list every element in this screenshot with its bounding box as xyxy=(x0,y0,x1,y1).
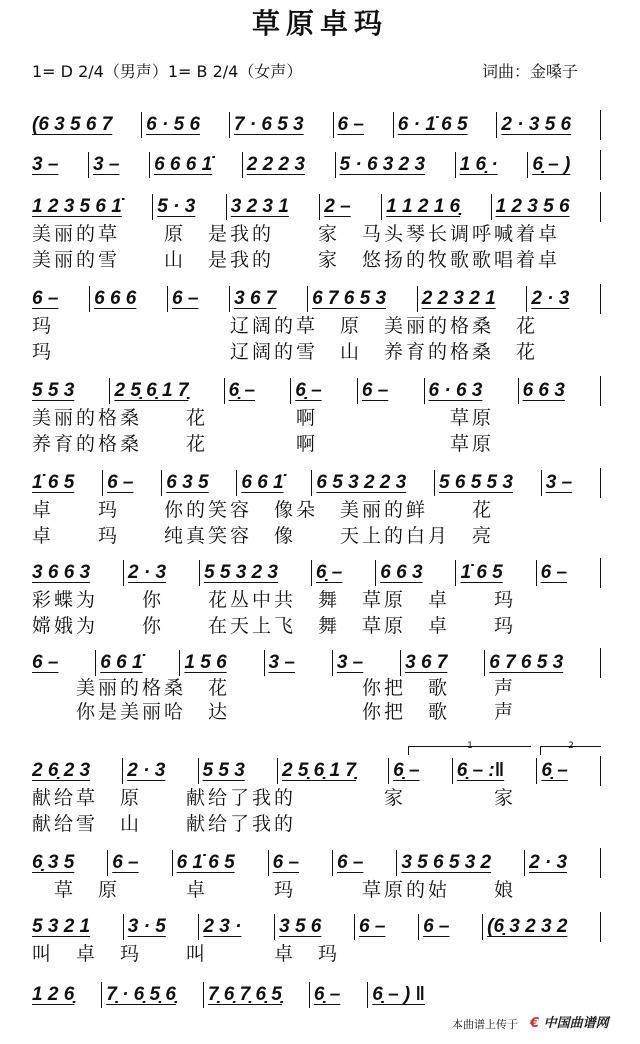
measure: 6 7 6 5 3 xyxy=(484,650,600,676)
measure: 3 5 6 5 3 2 xyxy=(396,850,524,876)
measure: 2 2 3 2 1 xyxy=(417,286,527,312)
measure: 1 2 3 5 6 xyxy=(491,194,600,220)
measure: 6 1̇ 6 5 xyxy=(172,850,268,876)
key-signature: 1= D 2/4（男声）1= B 2/4（女声） xyxy=(32,62,303,81)
staff-row xyxy=(32,980,452,1010)
measure: 6̣ – xyxy=(388,758,452,784)
measure: 2 5̣ 6̣ 1 7̣ xyxy=(109,378,223,404)
measure: 2 · 3 xyxy=(524,850,600,876)
lyric-line: 美丽的格桑 花 你把 歌 声 xyxy=(32,677,517,699)
measure: 5 5 3 2 3 xyxy=(199,560,311,586)
measure: 6̣ – xyxy=(309,982,367,1008)
lyric-line: 养育的格桑 花 啊 草原 xyxy=(32,433,495,455)
measure: 1̇ 6 5 xyxy=(32,472,75,493)
measure: 3 · 5 xyxy=(123,914,199,940)
volta-bracket xyxy=(408,741,531,755)
measure: 5 5 3 xyxy=(198,758,277,784)
measure: 2 3 · xyxy=(198,914,274,940)
upload-note: 本曲谱上传于 xyxy=(452,1018,518,1031)
staff-row xyxy=(32,376,601,406)
measure: 6 – xyxy=(332,850,396,876)
measure: 5 3 2 1 xyxy=(32,916,91,937)
measure: 6̣ – ) ‖ xyxy=(367,982,452,1008)
measure: 3 5 6 xyxy=(274,914,354,940)
measure: 6 – xyxy=(354,914,418,940)
measure: 6̣ 3 5 xyxy=(32,852,75,873)
measure: 2 5̣ 6̣ 1 7̣ xyxy=(277,758,388,784)
measure: 2 · 3 5 6 xyxy=(496,112,600,138)
measure: 3 6 7 xyxy=(400,650,484,676)
measure: 5 · 3 xyxy=(152,194,225,220)
measure: 1 2 6̣ xyxy=(32,984,75,1005)
lyric-line: 你是美丽哈 达 你把 歌 声 xyxy=(32,701,517,723)
measure: 6̣ – xyxy=(290,378,357,404)
staff-row xyxy=(32,468,601,498)
measure: 6 – xyxy=(32,652,59,673)
measure: 6 – xyxy=(357,378,424,404)
measure: 3 6 6 3 xyxy=(32,562,91,583)
volta-number: 2 xyxy=(568,741,574,751)
staff-row xyxy=(32,150,601,180)
staff-row xyxy=(32,558,601,588)
lyric-line: 草 原 卓 玛 草原的姑 娘 xyxy=(32,879,517,901)
measure: 6̣ – xyxy=(311,560,375,586)
measure: 1 2 3 5 6 1̇ xyxy=(32,196,122,217)
measure: 1 6̣ · xyxy=(455,152,528,178)
measure: 6 6 1̇ xyxy=(236,470,311,496)
measure: 6 – xyxy=(167,286,229,312)
measure: 2 – xyxy=(319,194,381,220)
measure: 3 – xyxy=(88,152,149,178)
measure: 3 – xyxy=(264,650,332,676)
lyric-line: 卓 玛 纯真笑容 像 天上的白月 亮 xyxy=(32,525,495,547)
volta-number: 1 xyxy=(467,741,473,751)
song-title: 草原卓玛 xyxy=(251,7,388,40)
measure: 5 6 5 5 3 xyxy=(434,470,541,496)
staff-row xyxy=(32,110,601,140)
measure: 6 – xyxy=(536,560,600,586)
lyric-line: 玛 辽阔的草 原 美丽的格桑 花 xyxy=(32,315,539,337)
composer-credit: 词曲：金嗓子 xyxy=(482,62,579,81)
measure: 5 · 6 3 2 3 xyxy=(335,152,455,178)
measure: 6 6 6 1̇ xyxy=(149,152,242,178)
measure: 6 6 6 xyxy=(89,286,167,312)
measure: 6 3 5 xyxy=(161,470,236,496)
lyric-line: 献给雪 山 献给了我的 xyxy=(32,813,297,835)
measure: 3 6 7 xyxy=(229,286,307,312)
measure: 6 · 6 3 xyxy=(424,378,518,404)
lyric-line: 卓 玛 你的笑容 像朵 美丽的鲜 花 xyxy=(32,499,495,521)
measure: 1 1 2 1 6̣ xyxy=(381,194,490,220)
volta-bracket xyxy=(540,741,601,755)
measure: (6̣ 3 2 3 2 xyxy=(482,914,600,940)
measure: 5 5 3 xyxy=(32,380,75,401)
staff-row xyxy=(32,848,601,878)
measure: 6 – xyxy=(102,470,161,496)
lyric-line: 彩蝶为 你 花丛中共 舞 草原 卓 玛 xyxy=(32,589,517,611)
lyric-line: 嫦娥为 你 在天上飞 舞 草原 卓 玛 xyxy=(32,615,517,637)
measure: 6̣ – :‖ xyxy=(452,758,537,784)
lyric-line: 叫 卓 玛 叫 卓 玛 xyxy=(32,943,341,965)
measure: 2 6̣ 2 3 xyxy=(32,760,91,781)
site-logo: € 中国曲谱网 xyxy=(530,1016,609,1031)
logo-icon: € xyxy=(530,1016,540,1031)
measure: 6 – xyxy=(418,914,482,940)
measure: 6 – xyxy=(32,288,59,309)
measure: 1̇ 6 5 xyxy=(455,560,535,586)
measure: 6 – xyxy=(107,850,171,876)
lyric-line: 美丽的格桑 花 啊 草原 xyxy=(32,407,495,429)
measure: 6 · 5 6 xyxy=(141,112,229,138)
staff-row xyxy=(32,192,601,222)
measure: 2 2 2 3 xyxy=(242,152,335,178)
measure: 6̣ – xyxy=(536,758,600,784)
measure: 2 · 3 xyxy=(123,560,199,586)
measure: 6 6 1̇ xyxy=(95,650,179,676)
lyric-line: 玛 辽阔的雪 山 养育的格桑 花 xyxy=(32,341,539,363)
measure: 6 5 3 2 2 3 xyxy=(311,470,434,496)
measure: 3 – xyxy=(32,154,59,175)
measure: 1 5 6 xyxy=(179,650,263,676)
measure: 2 · 3 xyxy=(122,758,197,784)
staff-row xyxy=(32,284,601,314)
staff-row xyxy=(32,756,601,786)
lyric-line: 美丽的草 原 是我的 家 马头琴长调呼喊着卓 xyxy=(32,223,561,245)
measure: 6 6 3 xyxy=(518,378,600,404)
measure: 7 · 6 5 3 xyxy=(229,112,333,138)
lyric-line: 美丽的雪 山 是我的 家 悠扬的牧歌歌唱着卓 xyxy=(32,249,561,271)
measure: 6 6 3 xyxy=(375,560,455,586)
measure: 3 – xyxy=(332,650,400,676)
measure: 3 – xyxy=(541,470,600,496)
measure: 6 – xyxy=(333,112,393,138)
measure: 7̣ · 6̣ 5̣ 6̣ xyxy=(101,982,203,1008)
measure: 6 7 6 5 3 xyxy=(307,286,417,312)
measure: 2 · 3 xyxy=(526,286,600,312)
measure: (6 3 5 6 7 xyxy=(32,114,113,135)
staff-row xyxy=(32,648,601,678)
measure: 7̣ 6̣ 7̣ 6̣ 5̣ xyxy=(203,982,309,1008)
measure: 3 2 3 1 xyxy=(226,194,320,220)
measure: 6̣ – ) xyxy=(527,152,600,178)
lyric-line: 献给草 原 献给了我的 家 家 xyxy=(32,787,517,809)
measure: 6 · 1̇ 6 5 xyxy=(393,112,497,138)
measure: 6 – xyxy=(268,850,332,876)
staff-row xyxy=(32,912,601,942)
measure: 6̣ – xyxy=(224,378,291,404)
